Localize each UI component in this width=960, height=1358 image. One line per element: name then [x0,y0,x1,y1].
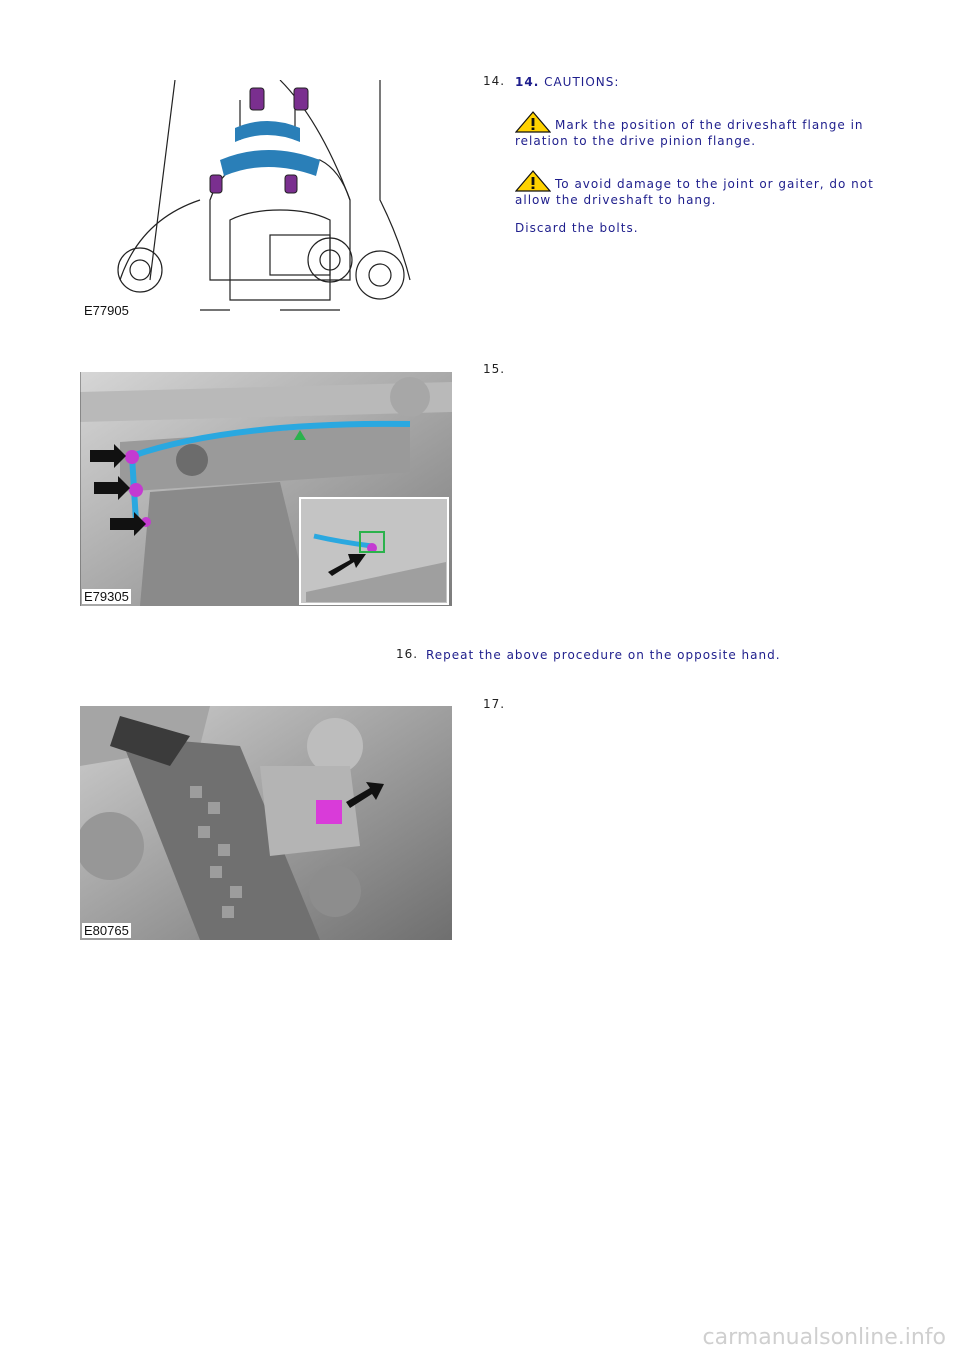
figure-e79305 [80,372,452,606]
step-number: 17. [483,697,506,711]
figure-e80765 [80,706,452,940]
warning-icon [515,111,551,133]
figure-label: E79305 [84,589,129,604]
figure-label: E77905 [84,303,129,318]
cautions-heading-number: 14. [515,75,540,89]
step-note: Discard the bolts. [515,221,639,235]
caution-text: Mark the position of the driveshaft flange in relation to the drive pinion flange. [515,118,864,148]
step-text: Repeat the above procedure on the opposite hand. [426,648,781,662]
cautions-heading-label: CAUTIONS: [544,75,620,89]
step-number: 14. [483,74,506,88]
figure-e80765-drawing [80,706,452,940]
cautions-heading [515,74,619,90]
warning-icon [515,170,551,192]
step-number: 16. [396,647,419,661]
figure-e77905-drawing [80,80,430,320]
step-number: 15. [483,362,506,376]
figure-label: E80765 [84,923,129,938]
caution-1 [515,111,875,149]
watermark-text: carmanualsonline.info [702,1325,946,1350]
caution-text: To avoid damage to the joint or gaiter, do not allow the driveshaft to hang. [515,177,874,207]
figure-e79305-drawing [80,372,452,606]
caution-2 [515,170,875,208]
figure-e77905 [80,80,430,320]
